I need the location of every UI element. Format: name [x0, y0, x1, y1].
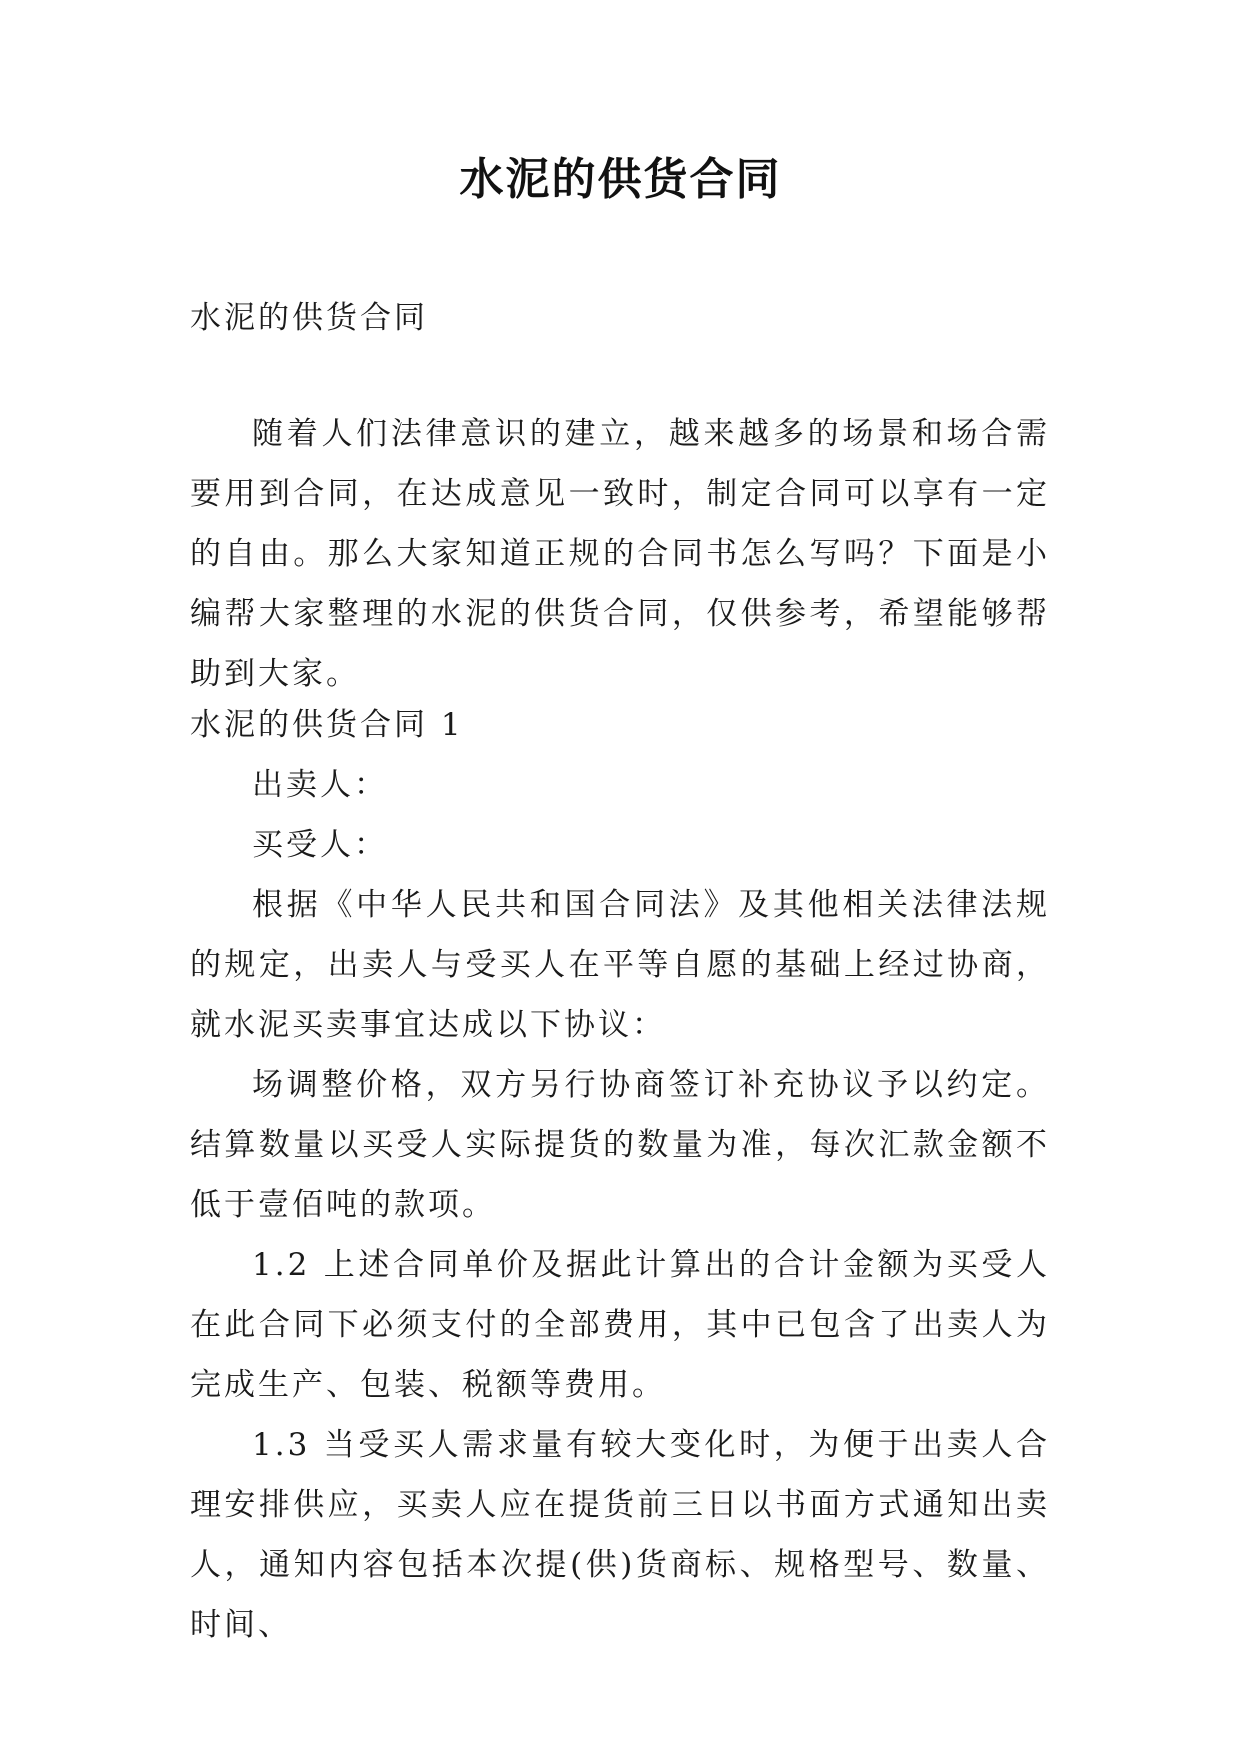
clause-paragraph: 1.3 当受买人需求量有较大变化时，为便于出卖人合理安排供应，买卖人应在提货前三日以书面方式通知出卖人，通知内容包括本次提(供)货商标、规格型号、数量、时间、	[190, 1427, 1050, 1643]
contract-section-1	[190, 695, 1050, 1655]
section-heading: 水泥的供货合同 1	[190, 707, 464, 743]
intro-section	[190, 404, 1050, 704]
clause-paragraph: 1.2 上述合同单价及据此计算出的合计金额为买受人在此合同下必须支付的全部费用，其中已包含了出卖人为完成生产、包装、税额等费用。	[190, 1247, 1050, 1403]
document-title: 水泥的供货合同	[459, 154, 782, 205]
clause-paragraph: 场调整价格，双方另行协商签订补充协议予以约定。结算数量以买受人实际提货的数量为准，每次汇款金额不低于壹佰吨的款项。	[190, 1067, 1050, 1223]
document-subtitle: 水泥的供货合同	[190, 300, 428, 336]
buyer-line: 买受人：	[252, 827, 388, 863]
seller-line: 出卖人：	[252, 767, 388, 803]
intro-paragraph: 随着人们法律意识的建立，越来越多的场景和场合需要用到合同，在达成意见一致时，制定合同可以享有一定的自由。那么大家知道正规的合同书怎么写吗？下面是小编帮大家整理的水泥的供货合同，仅供参考，希望能够帮助到大家。	[190, 416, 1050, 692]
clause-paragraph: 根据《中华人民共和国合同法》及其他相关法律法规的规定，出卖人与受买人在平等自愿的基础上经过协商，就水泥买卖事宜达成以下协议：	[190, 887, 1050, 1043]
